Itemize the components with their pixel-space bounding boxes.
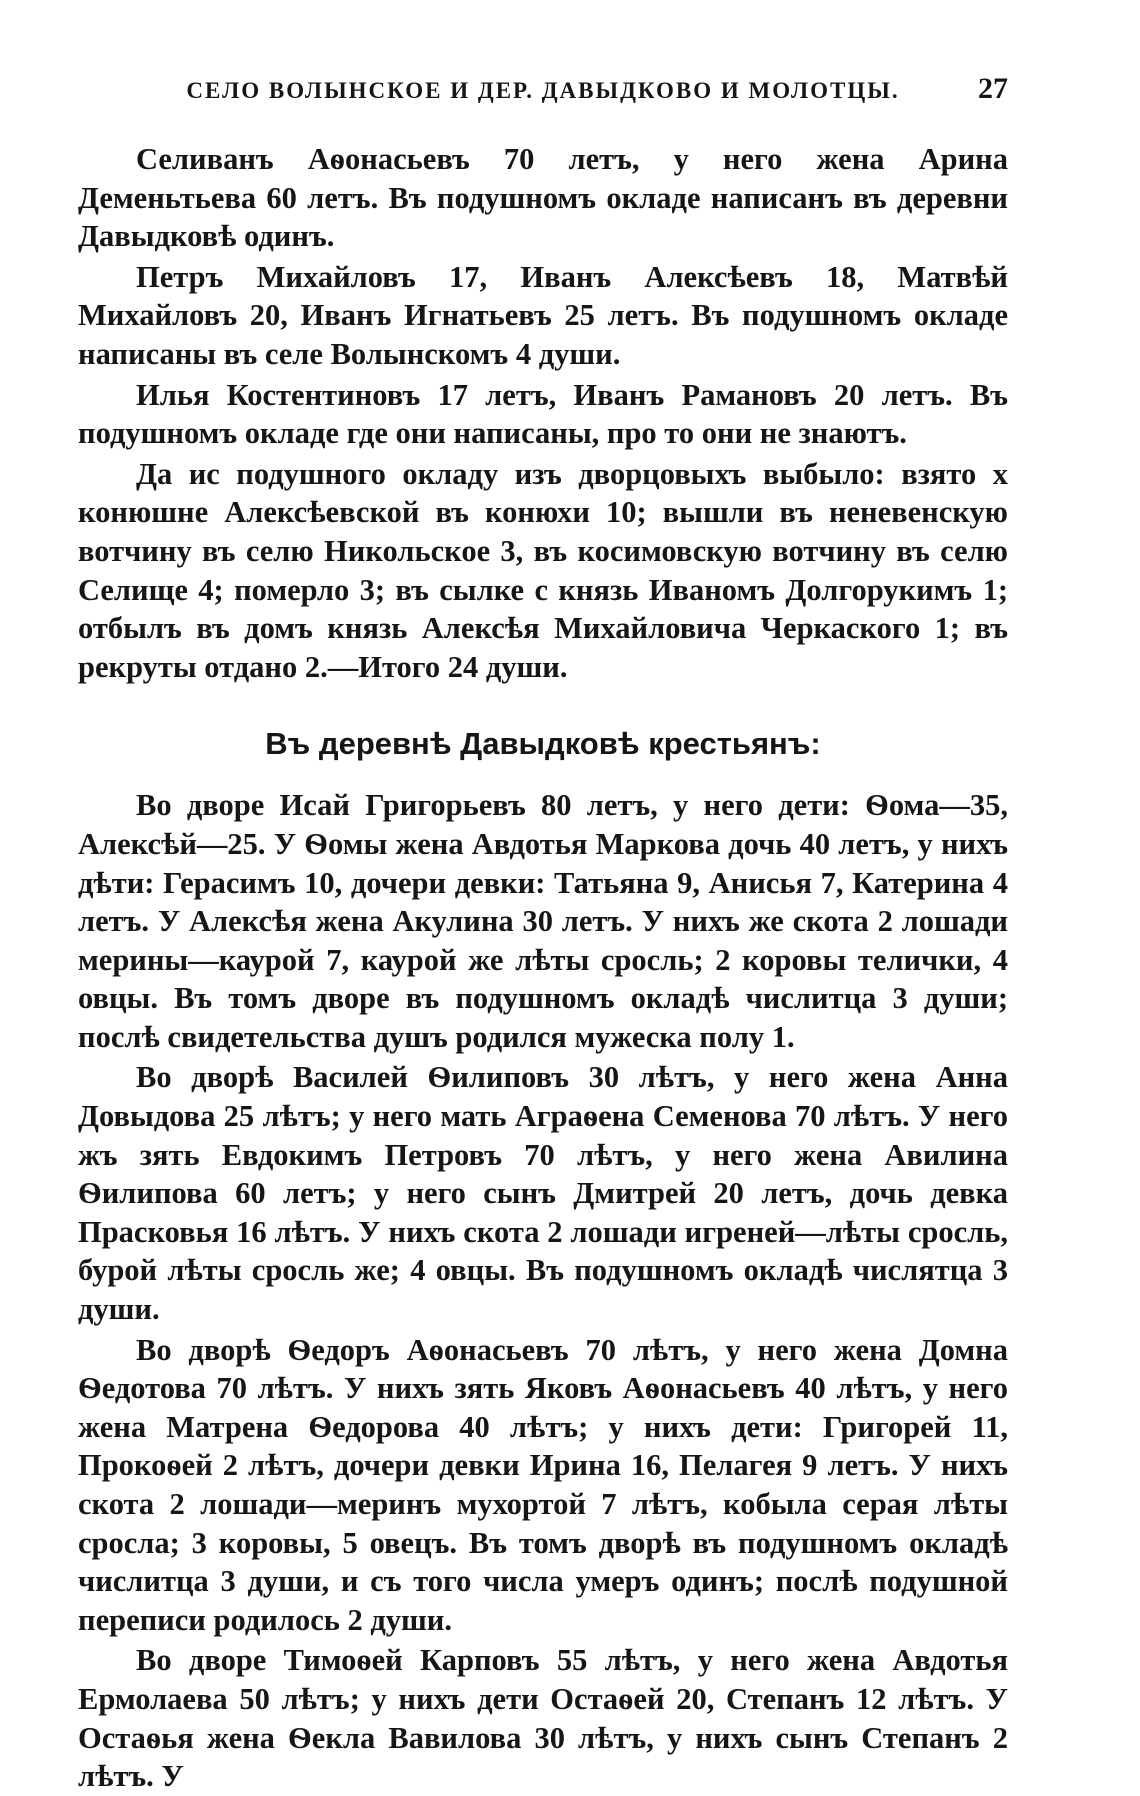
paragraph: Да ис подушного окладу изъ дворцовыхъ выбыло: взято х конюшне Алексѣевской въ конюхи 10; вышли въ неневенскую вотчину въ селю Никольское 3, въ косимовскую вотчину въ селю Селище 4; померло 3; въ сылке с князь Иваномъ Долгорукимъ 1; отбылъ въ домъ князь Алексѣя Михайловича Черкаского 1; въ рекруты отдано 2.—Итого 24 души. (78, 456, 1008, 684)
body-text (78, 140, 1008, 1796)
page-number: 27 (978, 72, 1008, 105)
running-head (78, 60, 1008, 108)
paragraph: Во дворѣ Ѳедоръ Аѳонасьевъ 70 лѣтъ, у него жена Домна Ѳедотова 70 лѣтъ. У нихъ зять Яковъ Аѳонасьевъ 40 лѣтъ, у него жена Матрена Ѳедорова 40 лѣтъ; у нихъ дети: Григорей 11, Прокоѳей 2 лѣтъ, дочери девки Ирина 16, Пелагея 9 летъ. У нихъ скота 2 лошади—меринъ мухортой 7 лѣтъ, кобыла серая лѣты сросла; 3 коровы, 5 овецъ. Въ томъ дворѣ въ подушномъ окладѣ числитца 3 души, и съ того числа умеръ одинъ; послѣ подушной переписи родилось 2 души. (78, 1332, 1008, 1637)
paragraph: Петръ Михайловъ 17, Иванъ Алексѣевъ 18, Матвѣй Михайловъ 20, Иванъ Игнатьевъ 25 летъ. Въ подушномъ окладе написаны въ селе Волынскомъ 4 души. (78, 259, 1008, 371)
paragraph: Во дворѣ Василей Ѳилиповъ 30 лѣтъ, у него жена Анна Довыдова 25 лѣтъ; у него мать Аграѳена Семенова 70 лѣтъ. У него жъ зять Евдокимъ Петровъ 70 лѣтъ, у него жена Авилина Ѳилипова 60 летъ; у него сынъ Дмитрей 20 летъ, дочь девка Прасковья 16 лѣтъ. У нихъ скота 2 лошади игреней—лѣты сросль, бурой лѣты сросль же; 4 овцы. Въ подушномъ окладѣ числятца 3 души. (78, 1060, 1008, 1327)
section-heading: Въ деревнѣ Давыдковѣ крестьянъ: (265, 726, 821, 762)
running-title: СЕЛО ВОЛЫНСКОЕ И ДЕР. ДАВЫДКОВО И МОЛОТЦЫ. (186, 78, 900, 103)
paragraph: Во дворе Тимоѳей Карповъ 55 лѣтъ, у него жена Авдотья Ермолаева 50 лѣтъ; у нихъ дети Остаѳей 20, Степанъ 12 лѣтъ. У Остаѳья жена Ѳекла Вавилова 30 лѣтъ, у нихъ сынъ Степанъ 2 лѣтъ. У (78, 1643, 1008, 1794)
paragraph: Илья Костентиновъ 17 летъ, Иванъ Рамановъ 20 летъ. Въ подушномъ окладе где они написаны, про то они не знаютъ. (78, 377, 1008, 451)
book-page (78, 60, 1008, 1796)
paragraph: Селиванъ Аѳонасьевъ 70 летъ, у него жена Арина Деменьтьева 60 летъ. Въ подушномъ окладе написанъ въ деревни Давыдковѣ одинъ. (78, 142, 1008, 254)
paragraph: Во дворе Исай Григорьевъ 80 летъ, у него дети: Ѳома—35, Алексѣй—25. У Ѳомы жена Авдотья Маркова дочь 40 летъ, у нихъ дѣти: Герасимъ 10, дочери девки: Татьяна 9, Анисья 7, Катерина 4 летъ. У Алексѣя жена Акулина 30 летъ. У нихъ же скота 2 лошади мерины—каурой 7, каурой же лѣты сросль; 2 коровы телички, 4 овцы. Въ томъ дворе въ подушномъ окладѣ числитца 3 души; послѣ свидетельства душъ родился мужеска полу 1. (78, 788, 1008, 1054)
